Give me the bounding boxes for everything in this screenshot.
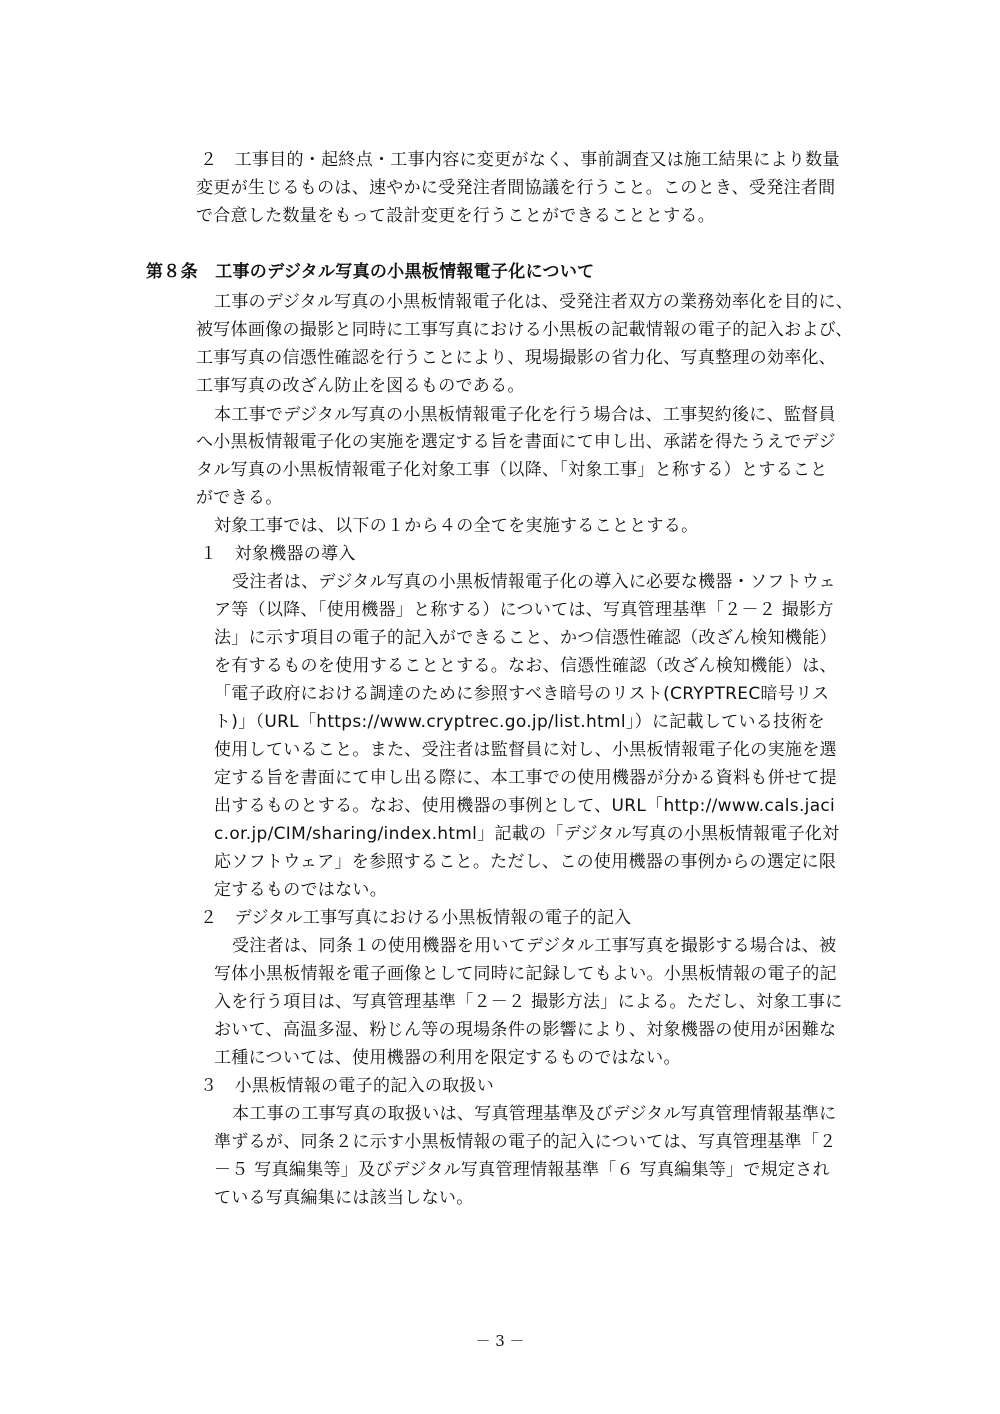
text-line: 準ずるが、同条２に示す小黒板情報の電子的記入については、写真管理基準「２ <box>214 1132 837 1152</box>
text-line: ている写真編集には該当しない。 <box>214 1188 474 1208</box>
text-line: c.or.jp/CIM/sharing/index.html」記載の「デジタル写真の小黒板情報電子化対 <box>214 824 840 844</box>
text-line: 工事写真の信憑性確認を行うことにより、現場撮影の省力化、写真整理の効率化、 <box>196 348 837 368</box>
text-line: 工事写真の改ざん防止を図るものである。 <box>196 376 525 396</box>
text-line: へ小黒板情報電子化の実施を選定する旨を書面にて申し出、承諾を得たうえでデジ <box>196 432 836 452</box>
text-line: 使用していること。また、受注者は監督員に対し、小黒板情報電子化の実施を選 <box>214 740 837 760</box>
text-line: 変更が生じるものは、速やかに受発注者間協議を行うこと。このとき、受発注者間 <box>196 178 836 198</box>
text-line: おいて、高温多湿、粉じん等の現場条件の影響により、対象機器の使用が困難な <box>214 1020 837 1040</box>
text-line: で合意した数量をもって設計変更を行うことができることとする。 <box>196 206 715 226</box>
text-line: ２ 工事目的・起終点・工事内容に変更がなく、事前調査又は施工結果により数量 <box>200 150 840 170</box>
section-heading: 第８条 工事のデジタル写真の小黒板情報電子化について <box>146 262 595 282</box>
text-line: 被写体画像の撮影と同時に工事写真における小黒板の記載情報の電子的記入および、 <box>196 320 853 340</box>
page-number: － 3 － <box>475 1332 525 1350</box>
text-line: 定するものではない。 <box>214 880 387 900</box>
text-line: 工種については、使用機器の利用を限定するものではない。 <box>214 1048 681 1068</box>
text-line: 受注者は、デジタル写真の小黒板情報電子化の導入に必要な機器・ソフトウェ <box>232 572 836 592</box>
text-line: ト)」（URL「https://www.cryptrec.go.jp/list.html」）に記載している技術を <box>214 712 825 732</box>
text-line: －５ 写真編集等」及びデジタル写真管理情報基準「６ 写真編集等」で規定され <box>214 1160 830 1180</box>
text-line: タル写真の小黒板情報電子化対象工事（以降、「対象工事」と称する）とすること <box>196 460 828 480</box>
text-line: 定する旨を書面にて申し出る際に、本工事での使用機器が分かる資料も併せて提 <box>214 768 837 788</box>
text-line: ３ 小黒板情報の電子的記入の取扱い <box>200 1076 495 1096</box>
text-line: 本工事の工事写真の取扱いは、写真管理基準及びデジタル写真管理情報基準に <box>232 1104 837 1124</box>
text-line: ア等（以降、「使用機器」と称する）については、写真管理基準「２－２ 撮影方 <box>214 600 834 620</box>
text-line: を有するものを使用することとする。なお、信憑性確認（改ざん検知機能）は、 <box>214 656 837 676</box>
text-line: 受注者は、同条１の使用機器を用いてデジタル工事写真を撮影する場合は、被 <box>232 936 837 956</box>
text-line: 対象工事では、以下の１から４の全てを実施することとする。 <box>214 516 699 536</box>
text-line: 工事のデジタル写真の小黒板情報電子化は、受発注者双方の業務効率化を目的に、 <box>214 292 854 312</box>
text-line: 応ソフトウェア」を参照すること。ただし、この使用機器の事例からの選定に限 <box>214 852 837 872</box>
text-line: 入を行う項目は、写真管理基準「２－２ 撮影方法」による。ただし、対象工事に <box>214 992 843 1012</box>
text-line: 出するものとする。なお、使用機器の事例として、URL「http://www.cals.jaci <box>214 796 836 816</box>
text-line: 「電子政府における調達のために参照すべき暗号のリスト(CRYPTREC暗号リス <box>214 684 830 704</box>
text-line: ができる。 <box>196 488 283 508</box>
text-line: 本工事でデジタル写真の小黒板情報電子化を行う場合は、工事契約後に、監督員 <box>214 405 836 425</box>
text-line: １ 対象機器の導入 <box>200 544 356 564</box>
text-line: ２ デジタル工事写真における小黒板情報の電子的記入 <box>200 908 632 928</box>
text-line: 法」に示す項目の電子的記入ができること、かつ信憑性確認（改ざん検知機能） <box>214 628 837 648</box>
text-line: 写体小黒板情報を電子画像として同時に記録してもよい。小黒板情報の電子的記 <box>214 964 837 984</box>
